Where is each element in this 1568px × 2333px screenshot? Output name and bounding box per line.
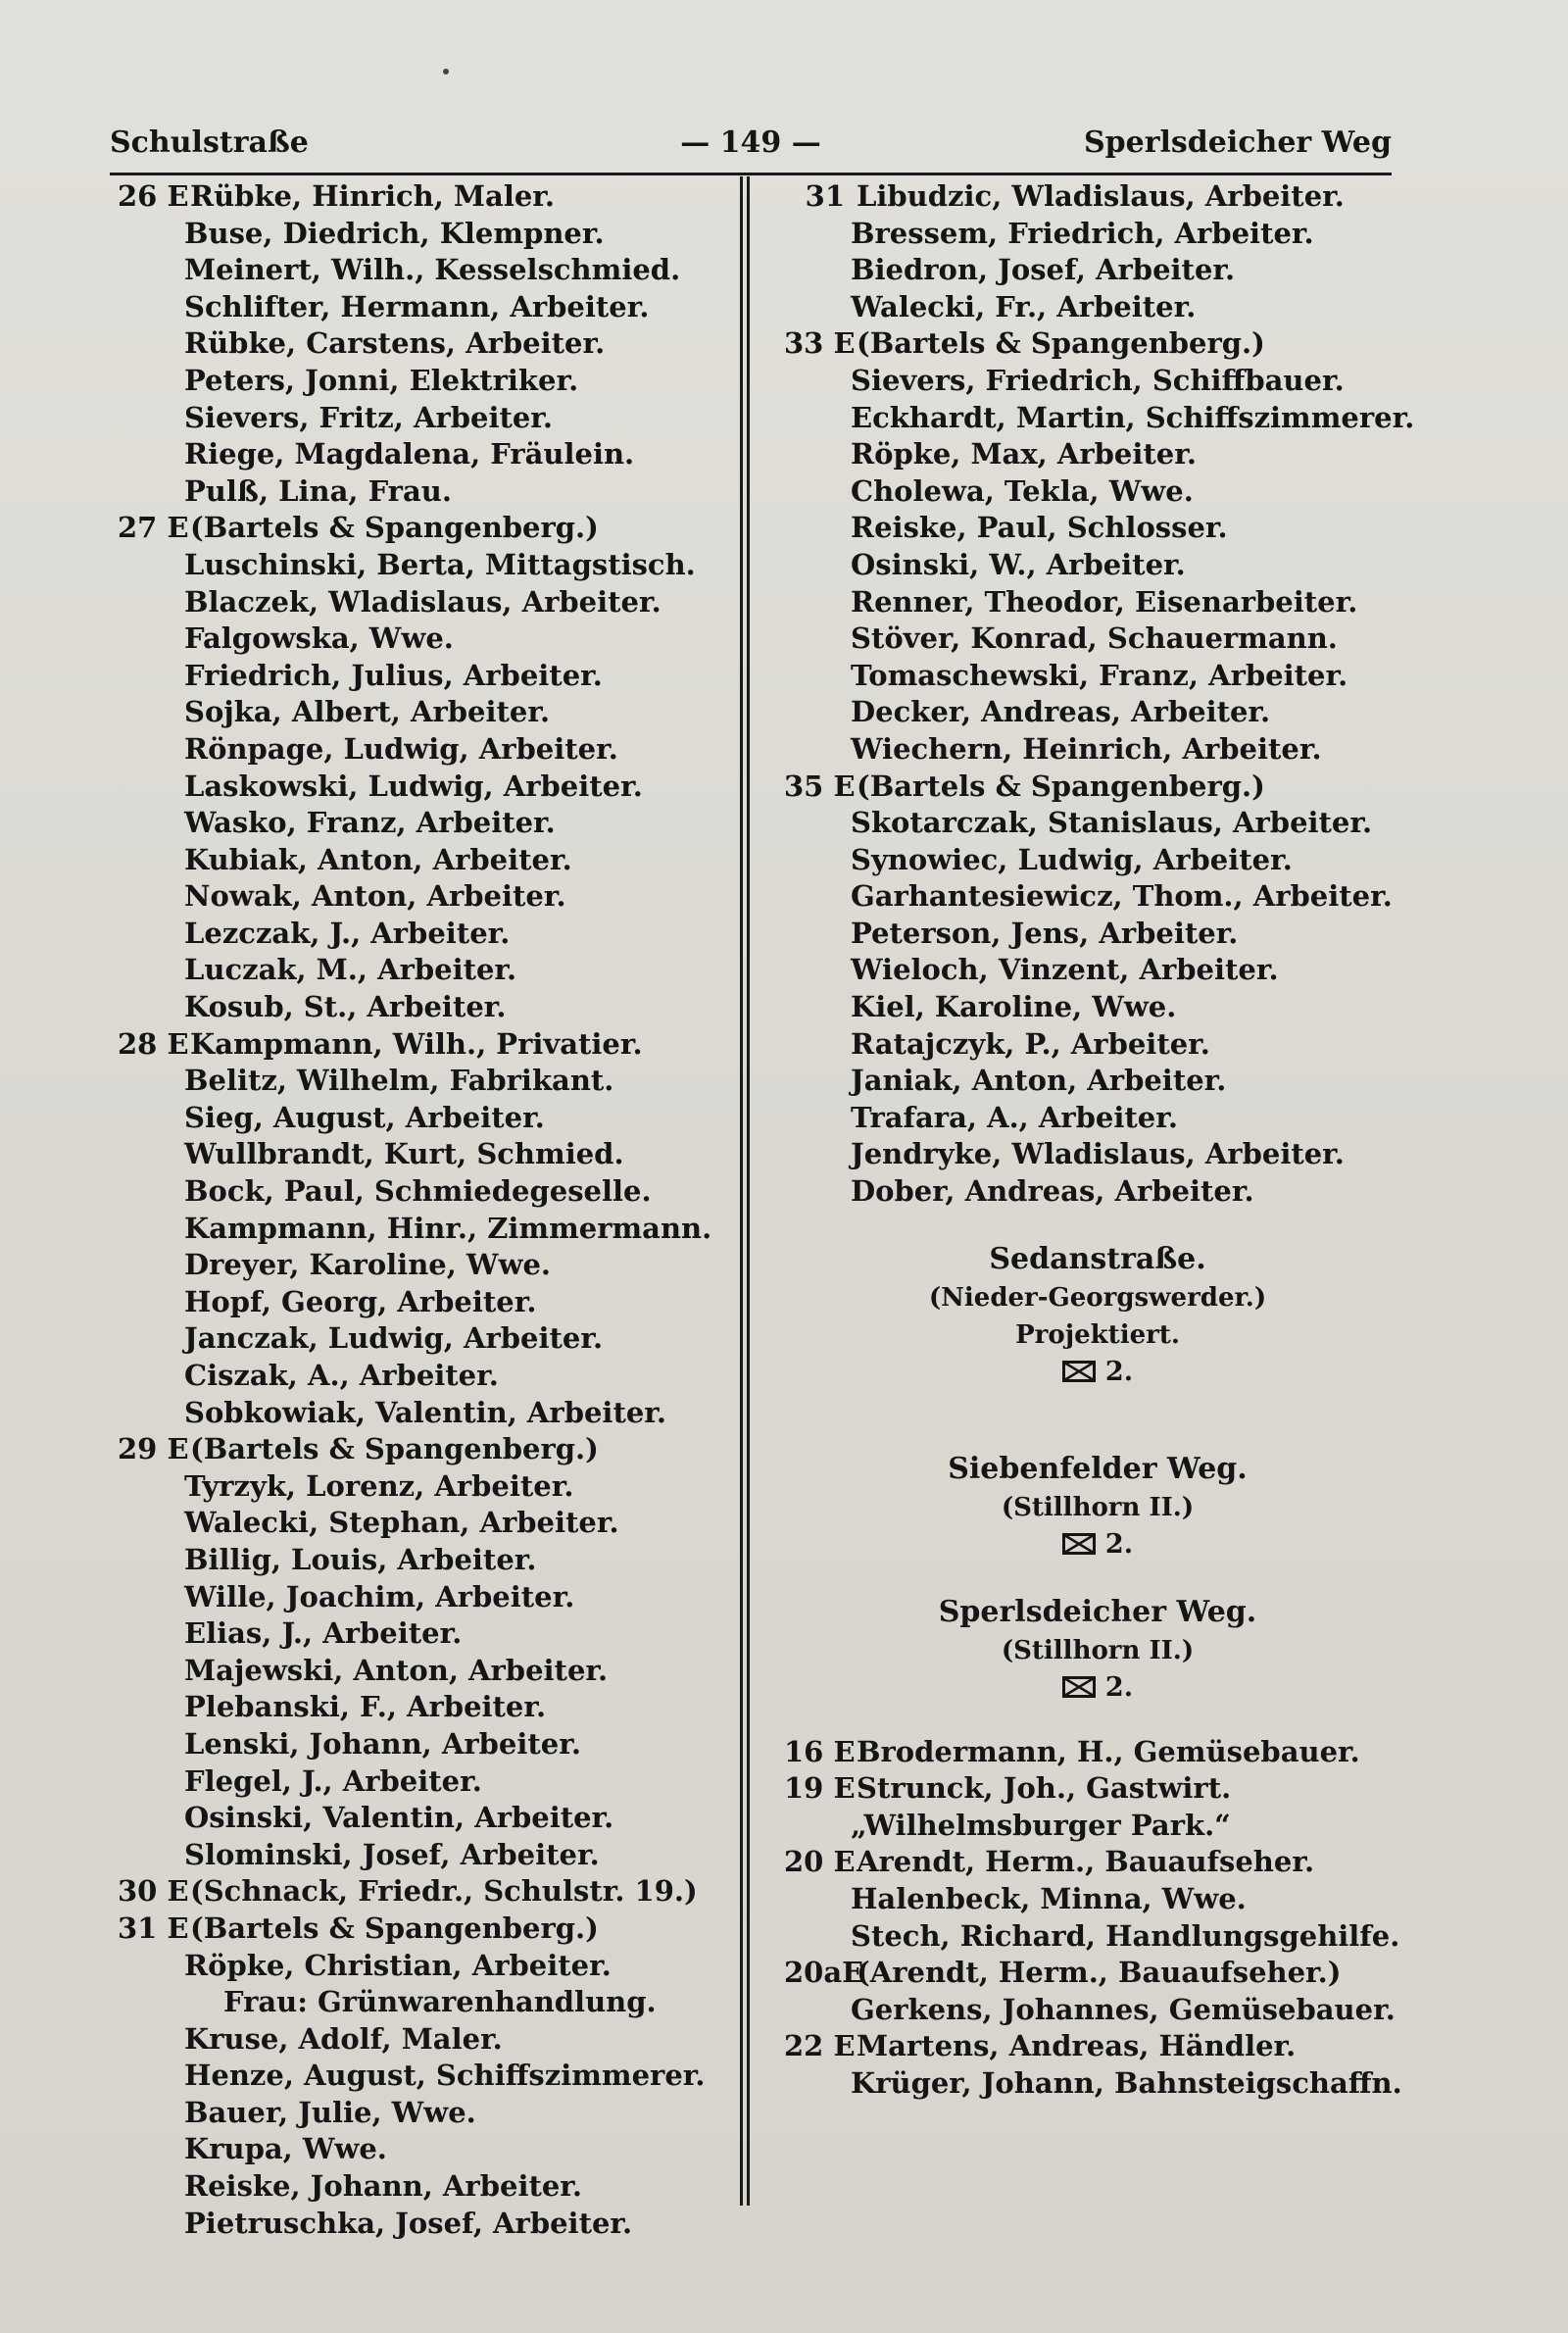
directory-entry <box>118 1468 735 1506</box>
directory-entry <box>118 1579 735 1616</box>
resident-text: Wieloch, Vinzent, Arbeiter. <box>851 953 1279 987</box>
resident-text: Pulß, Lina, Frau. <box>184 473 452 508</box>
section-locality-siebenfelder-weg: (Stillhorn II.) <box>1001 1492 1195 1522</box>
directory-entry <box>784 436 1411 473</box>
directory-entry <box>118 1837 735 1874</box>
directory-entry <box>118 1173 735 1211</box>
directory-entry <box>118 1431 735 1468</box>
directory-entry <box>118 1247 735 1284</box>
directory-entry <box>118 1100 735 1137</box>
directory-entry <box>118 805 735 842</box>
resident-text: Wullbrandt, Kurt, Schmied. <box>184 1137 624 1171</box>
resident-text: Libudzic, Wladislaus, Arbeiter. <box>857 179 1345 213</box>
resident-text: Luschinski, Berta, Mittagstisch. <box>184 547 696 581</box>
resident-text: Gerkens, Johannes, Gemüsebauer. <box>851 1992 1396 2026</box>
resident-text: Ratajczyk, P., Arbeiter. <box>851 1026 1210 1061</box>
resident-text: Sievers, Fritz, Arbeiter. <box>184 400 554 434</box>
resident-text: Blaczek, Wladislaus, Arbeiter. <box>184 584 662 619</box>
resident-text: Walecki, Stephan, Arbeiter. <box>184 1506 619 1540</box>
directory-entry <box>784 1770 1411 1808</box>
directory-entry <box>118 769 735 806</box>
resident-text: (Bartels & Spangenberg.) <box>190 1432 599 1466</box>
resident-text: Henze, August, Schiffszimmerer. <box>184 2059 706 2093</box>
resident-text: Wasko, Franz, Arbeiter. <box>184 806 556 840</box>
resident-text: Dreyer, Karoline, Wwe. <box>184 1248 551 1282</box>
house-number: 26 E <box>118 179 189 213</box>
resident-text: Majewski, Anton, Arbeiter. <box>184 1653 609 1687</box>
directory-entry <box>784 289 1411 326</box>
resident-text: Stech, Richard, Handlungsgehilfe. <box>851 1918 1400 1953</box>
directory-entry <box>784 2028 1411 2065</box>
directory-entry <box>118 1948 735 1985</box>
directory-entry <box>118 178 735 216</box>
directory-entry <box>118 878 735 916</box>
directory-entry <box>118 620 735 658</box>
directory-entry <box>118 1284 735 1321</box>
section-status-sedanstrasse: Projektiert. <box>1015 1319 1180 1350</box>
resident-text: Krüger, Johann, Bahnsteigschaffn. <box>851 2065 1402 2100</box>
section-locality-sperlsdeicher-weg: (Stillhorn II.) <box>1001 1635 1195 1665</box>
resident-text: Osinski, W., Arbeiter. <box>851 547 1186 581</box>
directory-entry <box>784 1808 1411 1845</box>
directory-entry <box>784 547 1411 584</box>
directory-entry <box>118 584 735 621</box>
resident-text: Slominski, Josef, Arbeiter. <box>184 1837 600 1871</box>
resident-text: Tyrzyk, Lorenz, Arbeiter. <box>184 1468 574 1503</box>
resident-text: Rübke, Hinrich, Maler. <box>190 179 556 213</box>
resident-text: Riege, Magdalena, Fräulein. <box>184 437 635 472</box>
directory-entry <box>784 1844 1411 1881</box>
resident-text: Wiechern, Heinrich, Arbeiter. <box>851 731 1322 766</box>
directory-entry <box>118 1026 735 1064</box>
resident-text: Kruse, Adolf, Maler. <box>184 2021 503 2056</box>
section-title-sedanstrasse: Sedanstraße. <box>989 1241 1206 1276</box>
directory-entry <box>784 1881 1411 1918</box>
directory-entry <box>118 473 735 511</box>
ink-dot <box>443 69 449 74</box>
house-number: 31 <box>805 179 845 213</box>
directory-entry <box>118 547 735 584</box>
directory-entry <box>784 620 1411 658</box>
directory-entry <box>118 1505 735 1542</box>
directory-entry <box>118 916 735 953</box>
resident-text: Biedron, Josef, Arbeiter. <box>851 253 1236 287</box>
resident-text: Janczak, Ludwig, Arbeiter. <box>184 1321 604 1356</box>
resident-text: Brodermann, H., Gemüsebauer. <box>857 1734 1360 1768</box>
resident-text: Skotarczak, Stanislaus, Arbeiter. <box>851 806 1373 840</box>
directory-entry <box>118 2206 735 2243</box>
directory-entry <box>784 473 1411 511</box>
directory-entry <box>784 325 1411 363</box>
envelope-icon <box>1062 1676 1096 1698</box>
resident-text: Billig, Louis, Arbeiter. <box>184 1542 537 1576</box>
resident-text: Sojka, Albert, Arbeiter. <box>184 695 551 729</box>
directory-entry <box>118 510 735 547</box>
directory-entry <box>118 2021 735 2059</box>
directory-entry <box>784 510 1411 547</box>
resident-text: Renner, Theodor, Eisenarbeiter. <box>851 584 1358 619</box>
directory-entry <box>118 952 735 989</box>
resident-text: Strunck, Joh., Gastwirt. <box>857 1771 1232 1806</box>
directory-entry <box>118 289 735 326</box>
directory-entry <box>118 1873 735 1911</box>
house-number: 20aE <box>784 1956 864 1990</box>
directory-entry <box>118 1320 735 1358</box>
resident-text: Reiske, Paul, Schlosser. <box>851 511 1228 545</box>
house-number: 29 E <box>118 1432 189 1466</box>
right-column <box>784 178 1415 2103</box>
directory-entry <box>118 1911 735 1948</box>
directory-entry <box>118 1763 735 1801</box>
resident-text: Luczak, M., Arbeiter. <box>184 953 517 987</box>
directory-entry <box>118 2095 735 2132</box>
resident-text: Elias, J., Arbeiter. <box>184 1616 463 1651</box>
resident-text: Ciszak, A., Arbeiter. <box>184 1359 499 1392</box>
directory-entry <box>784 842 1411 879</box>
header-left-street: Schulstraße <box>110 125 309 160</box>
resident-text: Wille, Joachim, Arbeiter. <box>184 1579 575 1613</box>
house-number: 16 E <box>784 1734 856 1768</box>
directory-entry <box>118 1136 735 1173</box>
directory-entry <box>784 805 1411 842</box>
resident-text: Belitz, Wilhelm, Fabrikant. <box>184 1064 614 1098</box>
resident-text: Krupa, Wwe. <box>184 2132 387 2166</box>
directory-entry <box>784 916 1411 953</box>
directory-entry <box>784 731 1411 769</box>
resident-text: Kiel, Karoline, Wwe. <box>851 990 1177 1024</box>
directory-entry <box>118 1063 735 1100</box>
resident-text: Sievers, Friedrich, Schiffbauer. <box>851 363 1345 397</box>
resident-text: (Schnack, Friedr., Schulstr. 19.) <box>190 1874 698 1909</box>
envelope-icon <box>1062 1361 1096 1382</box>
house-number: 19 E <box>784 1771 856 1806</box>
resident-text: Rönpage, Ludwig, Arbeiter. <box>184 731 618 766</box>
resident-text: (Bartels & Spangenberg.) <box>857 326 1265 361</box>
directory-entry <box>118 1653 735 1690</box>
directory-entry <box>118 2131 735 2168</box>
resident-text: Pietruschka, Josef, Arbeiter. <box>184 2206 633 2240</box>
postal-number: 2. <box>1104 1671 1134 1703</box>
directory-entry <box>118 216 735 253</box>
header-right-street: Sperlsdeicher Weg <box>1083 125 1392 160</box>
directory-entry <box>784 952 1411 989</box>
resident-text: Bauer, Julie, Wwe. <box>184 2095 476 2129</box>
directory-entry <box>118 1726 735 1763</box>
resident-text: Lenski, Johann, Arbeiter. <box>184 1726 581 1761</box>
house-number: 35 E <box>784 769 856 803</box>
directory-entry <box>118 2058 735 2095</box>
resident-text: Tomaschewski, Franz, Arbeiter. <box>851 658 1348 692</box>
resident-text: Sobkowiak, Valentin, Arbeiter. <box>184 1395 667 1429</box>
directory-entry <box>118 1395 735 1432</box>
directory-entry <box>118 1689 735 1726</box>
left-column <box>118 178 735 2242</box>
resident-text: Osinski, Valentin, Arbeiter. <box>184 1801 614 1835</box>
resident-text: Martens, Andreas, Händler. <box>857 2029 1297 2063</box>
directory-entry <box>118 436 735 473</box>
header-rule <box>110 173 1392 175</box>
resident-text: Flegel, J., Arbeiter. <box>184 1763 482 1798</box>
directory-entry <box>784 1063 1411 1100</box>
resident-text: Falgowska, Wwe. <box>184 621 454 656</box>
resident-text: Meinert, Wilh., Kesselschmied. <box>184 253 681 287</box>
resident-text: Walecki, Fr., Arbeiter. <box>851 289 1197 323</box>
directory-entry <box>784 694 1411 731</box>
resident-text: Garhantesiewicz, Thom., Arbeiter. <box>851 879 1393 914</box>
resident-text: Bressem, Friedrich, Arbeiter. <box>851 216 1314 250</box>
directory-entry <box>784 878 1411 916</box>
directory-entry <box>784 363 1411 400</box>
resident-text: Jendryke, Wladislaus, Arbeiter. <box>851 1137 1345 1171</box>
directory-entry <box>784 1955 1411 1992</box>
directory-entry <box>784 252 1411 289</box>
directory-entry <box>118 1211 735 1248</box>
directory-entry <box>118 842 735 879</box>
resident-text: Cholewa, Tekla, Wwe. <box>851 473 1194 508</box>
right-bottom-entries <box>784 1734 1411 2103</box>
resident-text: Decker, Andreas, Arbeiter. <box>851 695 1271 729</box>
resident-text: Nowak, Anton, Arbeiter. <box>184 879 566 914</box>
resident-text: Hopf, Georg, Arbeiter. <box>184 1284 537 1318</box>
postal-district-siebenfelder-weg <box>784 1526 1411 1564</box>
resident-text: Peterson, Jens, Arbeiter. <box>851 916 1239 950</box>
directory-entry <box>118 2168 735 2206</box>
column-divider-inner <box>747 176 750 2206</box>
resident-text: Kampmann, Wilh., Privatier. <box>190 1026 643 1061</box>
directory-entry <box>118 1800 735 1837</box>
directory-entry <box>784 216 1411 253</box>
resident-text: Kampmann, Hinr., Zimmermann. <box>184 1211 712 1245</box>
directory-entry <box>118 731 735 769</box>
resident-text: Synowiec, Ludwig, Arbeiter. <box>851 842 1293 876</box>
house-number: 31 E <box>118 1911 189 1945</box>
resident-text: (Bartels & Spangenberg.) <box>190 1911 599 1945</box>
postal-number: 2. <box>1104 1528 1134 1560</box>
directory-entry <box>118 1358 735 1395</box>
directory-entry <box>784 769 1411 806</box>
directory-entry <box>784 584 1411 621</box>
resident-text: Plebanski, F., Arbeiter. <box>184 1690 547 1724</box>
house-number: 20 E <box>784 1845 856 1879</box>
directory-entry <box>784 1173 1411 1211</box>
directory-entry <box>784 178 1411 216</box>
directory-entry <box>784 1100 1411 1137</box>
directory-entry <box>118 694 735 731</box>
directory-entry <box>118 1615 735 1653</box>
resident-text: Laskowski, Ludwig, Arbeiter. <box>184 769 643 803</box>
directory-entry <box>118 658 735 695</box>
resident-text: (Bartels & Spangenberg.) <box>857 769 1265 803</box>
house-number: 33 E <box>784 326 856 361</box>
directory-entry <box>784 1136 1411 1173</box>
house-number: 27 E <box>118 511 189 545</box>
resident-text: Kosub, St., Arbeiter. <box>184 990 507 1024</box>
directory-entry <box>118 1984 735 2021</box>
directory-entry <box>784 1918 1411 1956</box>
resident-text: Kubiak, Anton, Arbeiter. <box>184 842 572 876</box>
resident-text: „Wilhelmsburger Park.“ <box>851 1808 1231 1842</box>
directory-entry <box>118 325 735 363</box>
directory-entry <box>784 658 1411 695</box>
postal-number: 2. <box>1104 1356 1134 1387</box>
house-number: 28 E <box>118 1026 189 1061</box>
resident-text: Stöver, Konrad, Schauermann. <box>851 621 1338 656</box>
resident-text: Schlifter, Hermann, Arbeiter. <box>184 289 650 323</box>
directory-entry <box>784 400 1415 437</box>
resident-text: Janiak, Anton, Arbeiter. <box>851 1064 1227 1098</box>
house-number: 30 E <box>118 1874 189 1909</box>
resident-text: Reiske, Johann, Arbeiter. <box>184 2169 583 2204</box>
page-header <box>110 125 1392 169</box>
page-number: — 149 — <box>680 125 821 160</box>
column-divider <box>740 176 743 2206</box>
resident-text: (Arendt, Herm., Bauaufseher.) <box>857 1956 1342 1990</box>
section-title-sperlsdeicher-weg: Sperlsdeicher Weg. <box>938 1594 1257 1629</box>
resident-text: Rübke, Carstens, Arbeiter. <box>184 326 606 361</box>
directory-entry <box>118 252 735 289</box>
resident-text: Peters, Jonni, Elektriker. <box>184 363 579 397</box>
postal-district-sedanstrasse <box>784 1354 1411 1391</box>
resident-text: Röpke, Max, Arbeiter. <box>851 437 1197 472</box>
resident-text: Friedrich, Julius, Arbeiter. <box>184 658 603 692</box>
resident-text: Dober, Andreas, Arbeiter. <box>851 1174 1254 1209</box>
postal-district-sperlsdeicher-weg <box>784 1669 1411 1707</box>
directory-entry <box>784 1734 1411 1771</box>
directory-entry <box>118 989 735 1026</box>
directory-entry <box>784 2065 1411 2103</box>
directory-entry <box>784 1026 1411 1064</box>
house-number: 22 E <box>784 2029 856 2063</box>
resident-text: Röpke, Christian, Arbeiter. <box>184 1948 612 1982</box>
section-locality-sedanstrasse: (Nieder-Georgswerder.) <box>928 1282 1267 1313</box>
section-title-siebenfelder-weg: Siebenfelder Weg. <box>948 1451 1248 1486</box>
resident-text: Bock, Paul, Schmiedegeselle. <box>184 1174 652 1209</box>
directory-entry <box>784 989 1411 1026</box>
resident-text: Halenbeck, Minna, Wwe. <box>851 1882 1247 1915</box>
resident-text: Lezczak, J., Arbeiter. <box>184 916 511 950</box>
resident-text: Arendt, Herm., Bauaufseher. <box>857 1845 1315 1879</box>
resident-text: Eckhardt, Martin, Schiffszimmerer. <box>851 400 1415 434</box>
right-top-entries <box>784 178 1415 1211</box>
directory-entry <box>118 1542 735 1579</box>
resident-text: Frau: Grünwarenhandlung. <box>223 1985 657 2019</box>
envelope-icon <box>1062 1533 1096 1555</box>
directory-entry <box>118 363 735 400</box>
directory-entry <box>784 1992 1411 2029</box>
directory-entry <box>118 400 735 437</box>
resident-text: (Bartels & Spangenberg.) <box>190 511 599 545</box>
resident-text: Buse, Diedrich, Klempner. <box>184 216 605 250</box>
resident-text: Trafara, A., Arbeiter. <box>851 1100 1178 1134</box>
resident-text: Sieg, August, Arbeiter. <box>184 1100 545 1134</box>
